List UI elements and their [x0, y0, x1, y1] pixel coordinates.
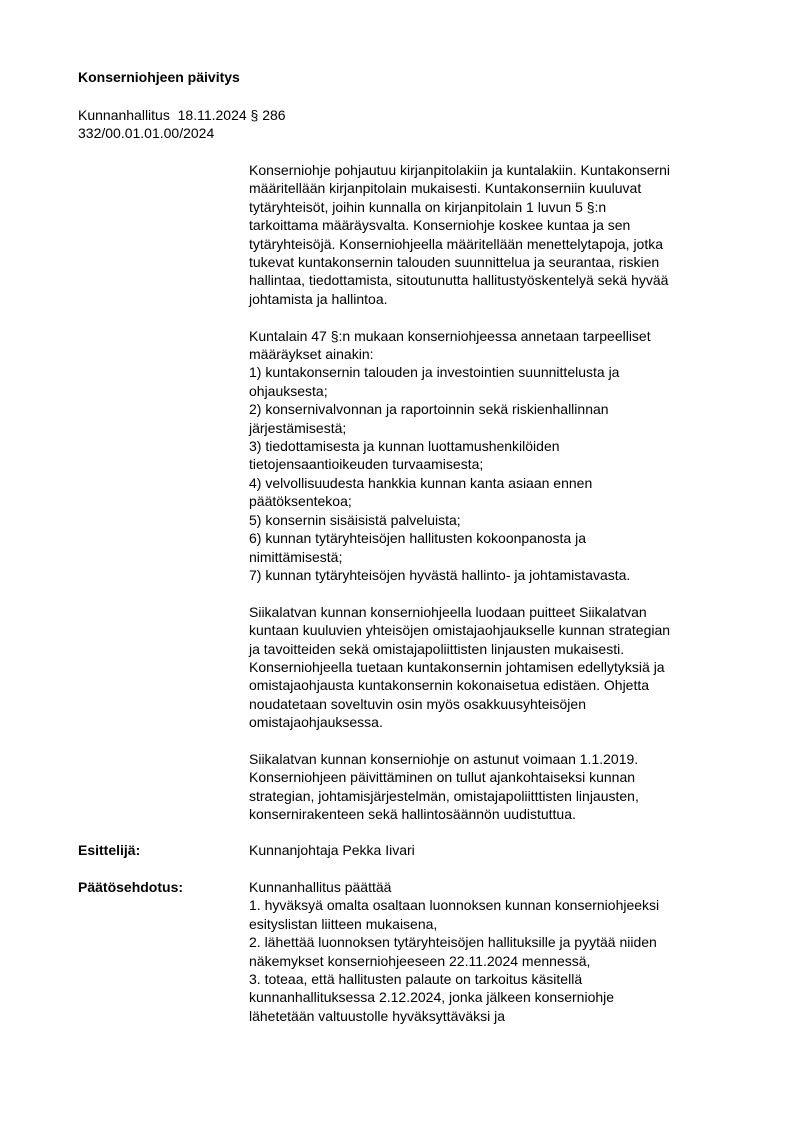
list-item: 7) kunnan tytäryhteisöjen hyvästä hallinto- ja johtamistavasta. [249, 566, 631, 583]
text-line: tukevat kuntakonsernin talouden suunnittelua ja seurantaa, riskien [249, 254, 660, 271]
text-line: omistajaohjausta kuntakonsernin kokonaisetua edistäen. Ohjetta [249, 677, 650, 694]
text-line: Kunnanhallitus päättää [249, 879, 392, 895]
main-text [249, 161, 734, 824]
presenter-label: Esittelijä: [78, 842, 141, 858]
text-line: noudatetaan soveltuvin osin myös osakkuusyhteisöjen [249, 695, 586, 712]
text-line: tytäryhteisöt, joihin kunnalla on kirjanpitolain 1 luvun 5 §:n [249, 198, 607, 215]
list-item: esityslistan liitteen mukaisena, [249, 915, 438, 932]
text-line: omistajaohjauksessa. [249, 714, 383, 731]
text-line: tarkoittama määräysvalta. Konserniohje koskee kuntaa ja sen [249, 217, 631, 234]
text-line: Konserniohjeen päivittäminen on tullut ajankohtaiseksi kunnan [249, 769, 636, 786]
paragraph-1 [249, 161, 734, 308]
text-line: Siikalatvan kunnan konserniohje on astunut voimaan 1.1.2019. [249, 750, 639, 767]
list-item: 1. hyväksyä omalta osaltaan luonnoksen kunnan konserniohjeeksi [249, 897, 660, 914]
text-line: konsernirakenteen sekä hallintosäännön uudistuttua. [249, 806, 576, 823]
text-line: Konserniohje pohjautuu kirjanpitolakiin ja kuntalakiin. Kuntakonserni [249, 162, 671, 178]
meeting-meta [78, 106, 286, 143]
list-item: järjestämisestä; [249, 419, 347, 436]
list-item: 1) kuntakonsernin talouden ja investointien suunnittelusta ja [249, 364, 620, 381]
text-line: Siikalatvan kunnan konserniohjeella luodaan puitteet Siikalatvan [249, 603, 647, 620]
text-line: strategian, johtamisjärjestelmän, omistajapoliitttisten linjausten, [249, 787, 639, 804]
record-number: 332/00.01.01.00/2024 [78, 125, 215, 142]
proposal-label: Päätösehdotus: [78, 879, 184, 895]
presenter-value: Kunnanjohtaja Pekka Iivari [249, 842, 415, 858]
list-item: 4) velvollisuudesta hankkia kunnan kanta asiaan ennen [249, 474, 593, 491]
list-item: 3) tiedottamisesta ja kunnan luottamushenkilöiden [249, 438, 560, 455]
meeting-body-date-section: Kunnanhallitus 18.11.2024 § 286 [78, 107, 286, 123]
paragraph-2 [249, 327, 734, 585]
text-line: määritellään kirjanpitolain mukaisesti. Kuntakonserniin kuuluvat [249, 180, 642, 197]
paragraph-4 [249, 750, 734, 824]
list-item: 2) konsernivalvonnan ja raportoinnin sekä riskienhallinnan [249, 401, 609, 418]
text-line: Kuntalain 47 §:n mukaan konserniohjeessa annetaan tarpeelliset [249, 327, 651, 344]
list-item: kunnanhallituksessa 2.12.2024, jonka jälkeen konserniohje [249, 989, 615, 1006]
list-item: päätöksentekoa; [249, 493, 352, 510]
list-item: nimittämisestä; [249, 548, 343, 565]
list-item: tietojensaantioikeuden turvaamisesta; [249, 456, 484, 473]
list-item: lähetetään valtuustolle hyväksyttäväksi ja [249, 1007, 506, 1024]
list-item: näkemykset konserniohjeeseen 22.11.2024 mennessä, [249, 952, 591, 969]
list-item: 2. lähettää luonnoksen tytäryhteisöjen hallituksille ja pyytää niiden [249, 934, 657, 951]
text-line: johtamista ja hallintoa. [249, 290, 388, 307]
text-line: määräykset ainakin: [249, 346, 374, 363]
text-line: Konserniohjeella tuetaan kuntakonsernin johtamisen edellytyksiä ja [249, 658, 665, 675]
proposal-text [249, 878, 734, 1025]
list-item: 6) kunnan tytäryhteisöjen hallitusten kokoonpanosta ja [249, 530, 586, 547]
page-title: Konserniohjeen päivitys [78, 69, 240, 85]
text-line: hallintaa, tiedottamista, sitoutunutta hallitustyöskentelyä sekä hyvää [249, 272, 669, 289]
text-line: tytäryhteisöjä. Konserniohjeella määritellään menettelytapoja, jotka [249, 235, 664, 252]
text-line: kuntaan kuuluvien yhteisöjen omistajaohjaukselle kunnan strategian [249, 622, 671, 639]
paragraph-3 [249, 603, 734, 732]
list-item: 5) konsernin sisäisistä palveluista; [249, 511, 461, 528]
list-item: 3. toteaa, että hallitusten palaute on tarkoitus käsitellä [249, 971, 583, 988]
text-line: ja tavoitteiden sekä omistajapoliittisten linjausten mukaisesti. [249, 640, 625, 657]
list-item: ohjauksesta; [249, 382, 328, 399]
